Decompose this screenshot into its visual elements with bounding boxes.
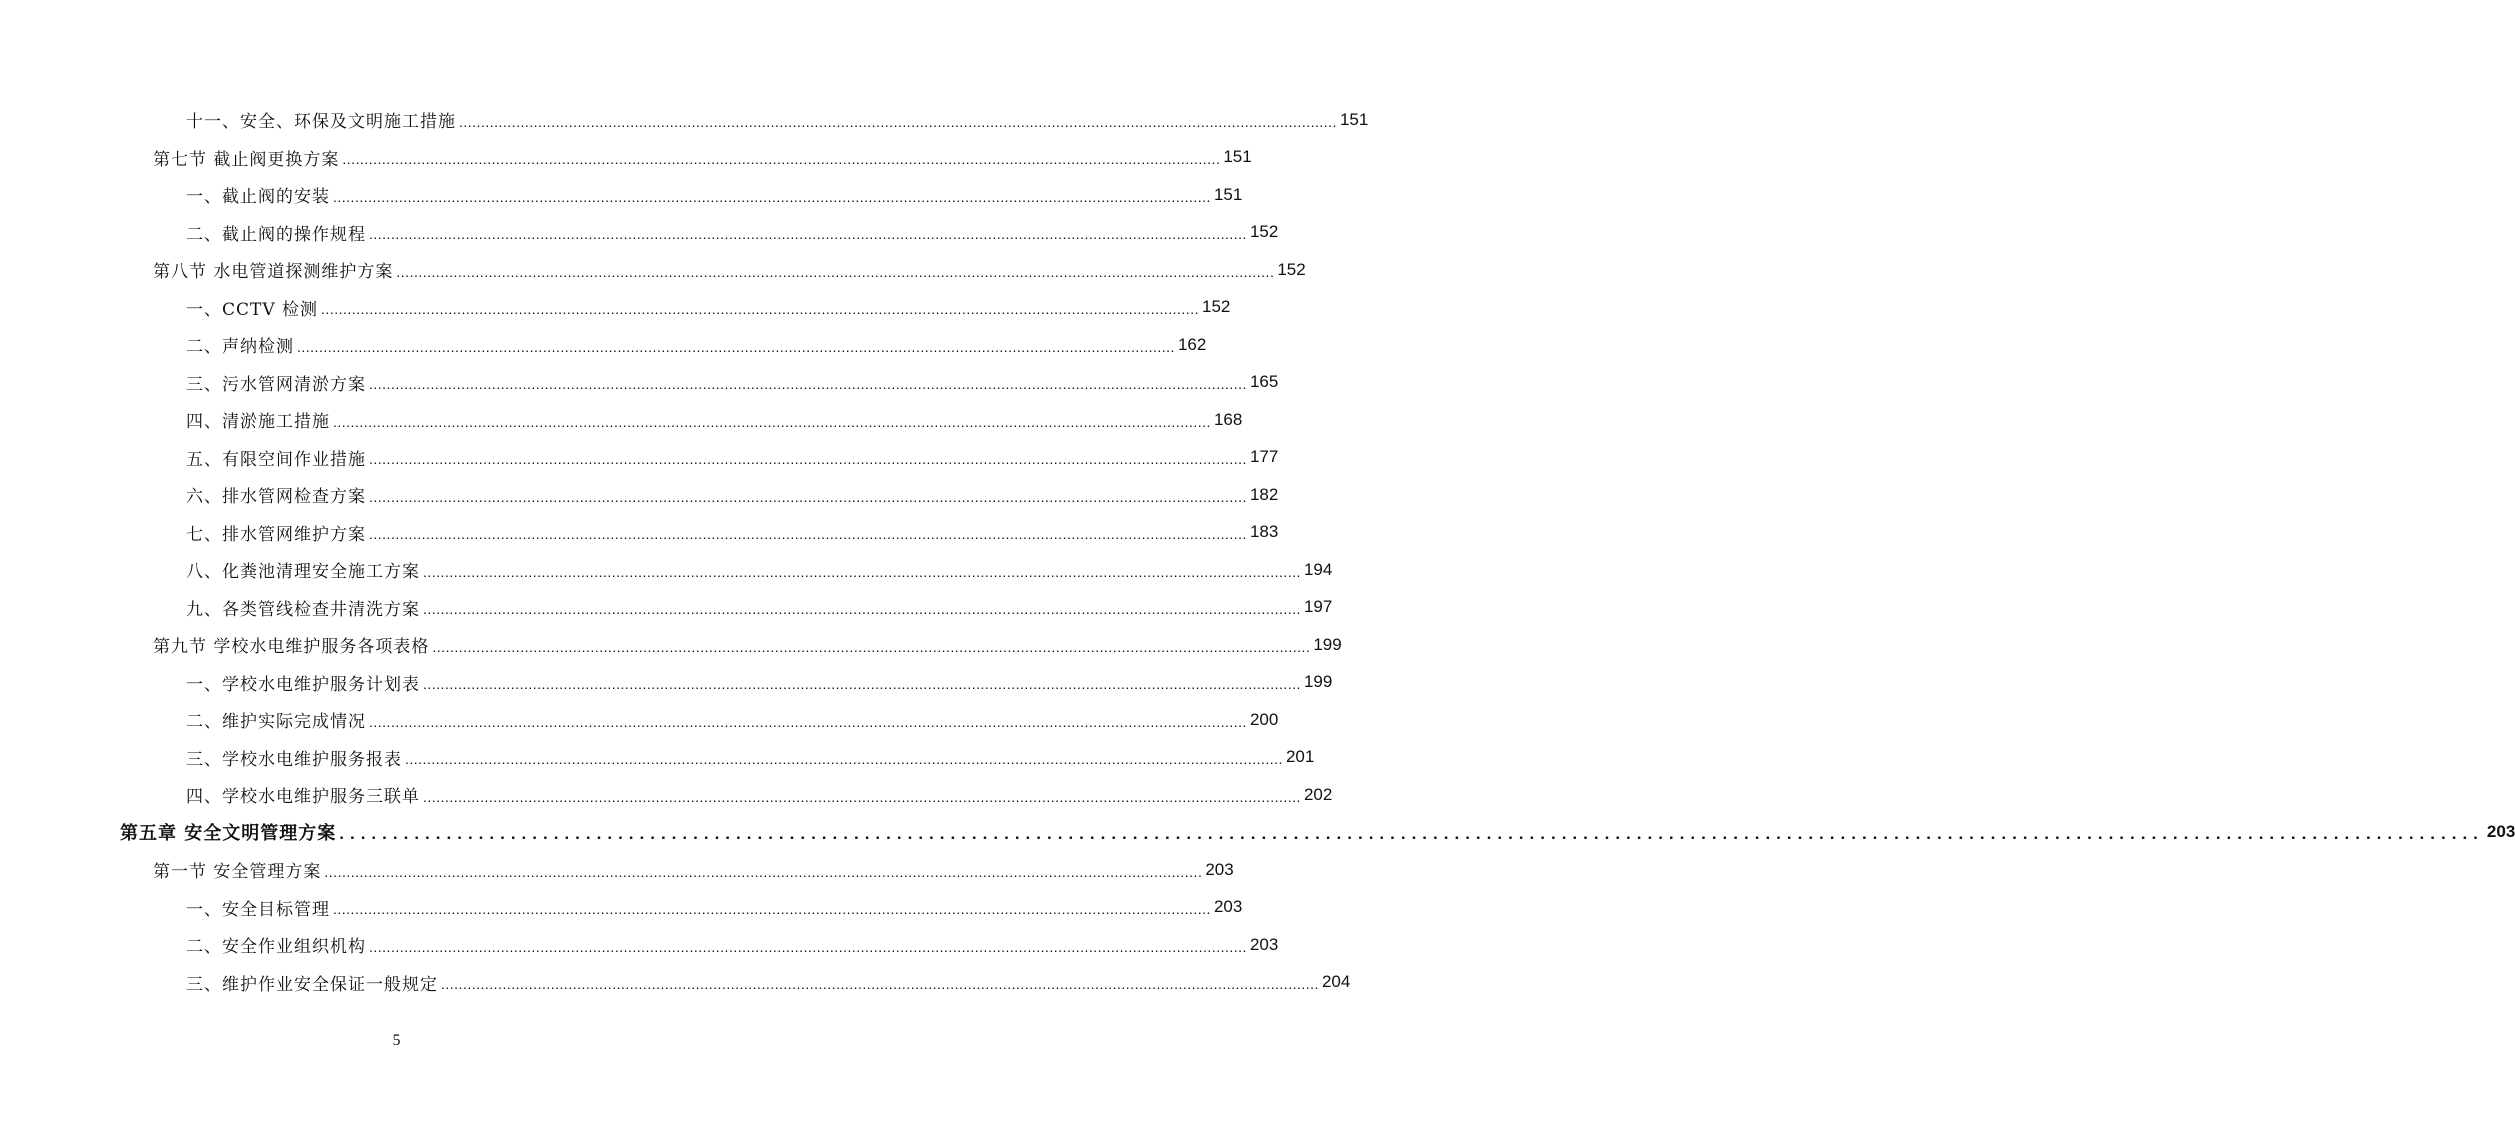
toc-entry-page: 199: [1303, 672, 1333, 692]
toc-leader-dots: ........................................................................................................................................................................................................: [405, 751, 1283, 768]
toc-entry[interactable]: [0, 289, 1231, 327]
toc-entry-page: 151: [1213, 184, 1243, 204]
toc-entry-title: 一、CCTV 检测: [186, 299, 319, 320]
toc-leader-dots: ........................................................................................................................................................................................................: [369, 376, 1247, 393]
toc-entry[interactable]: [0, 926, 1279, 964]
toc-entry-page: 165: [1249, 372, 1279, 392]
toc-leader-dots: ........................................................................................................................................................................................................: [321, 301, 1199, 318]
toc-entry-title: 二、声纳检测: [186, 337, 294, 358]
toc-entry[interactable]: [0, 964, 1351, 1002]
toc-entry-title: 二、安全作业组织机构: [186, 937, 366, 958]
toc-entry[interactable]: [0, 139, 1252, 177]
toc-leader-dots: ........................................................................................................................................................................................................: [333, 901, 1211, 918]
toc-entry-page: 152: [1249, 222, 1279, 242]
toc-entry[interactable]: [0, 439, 1279, 477]
toc-entry[interactable]: [0, 851, 1234, 889]
toc-entry-page: 204: [1321, 972, 1351, 992]
toc-entry-page: 151: [1223, 147, 1252, 167]
toc-entry-page: 182: [1249, 484, 1279, 504]
toc-entry-title: 三、学校水电维护服务报表: [186, 749, 402, 770]
toc-leader-dots: ........................................................................................................................................................................................................: [441, 976, 1319, 993]
toc-leader-dots: ........................................................................................................................................................................................................: [339, 824, 2484, 844]
toc-entry-title: 三、污水管网清淤方案: [186, 374, 366, 395]
toc-leader-dots: ........................................................................................................................................................................................................: [369, 488, 1247, 505]
toc-entry[interactable]: [0, 401, 1243, 439]
toc-entry-page: 152: [1201, 297, 1231, 317]
toc-entry[interactable]: [0, 251, 1306, 289]
toc-entry-title: 一、安全目标管理: [186, 899, 330, 920]
toc-chapter-entry[interactable]: [0, 814, 2515, 852]
toc-entry-title: 六、排水管网检查方案: [186, 487, 366, 508]
toc-entry-title: 第一节 安全管理方案: [153, 862, 322, 883]
toc-entry[interactable]: [0, 514, 1279, 552]
toc-entry-page: 203: [1213, 897, 1243, 917]
toc-leader-dots: ........................................................................................................................................................................................................: [342, 151, 1221, 168]
page-number: 5: [392, 1032, 401, 1049]
toc-leader-dots: ........................................................................................................................................................................................................: [369, 226, 1247, 243]
toc-leader-dots: ........................................................................................................................................................................................................: [369, 713, 1247, 730]
toc-entry-page: 203: [1249, 934, 1279, 954]
toc-entry-page: 200: [1249, 709, 1279, 729]
toc-entry[interactable]: [0, 364, 1279, 402]
toc-entry-title: 五、有限空间作业措施: [186, 449, 366, 470]
toc-entry[interactable]: [0, 889, 1243, 927]
toc-entry-title: 七、排水管网维护方案: [186, 524, 366, 545]
toc-leader-dots: ........................................................................................................................................................................................................: [324, 863, 1203, 880]
toc-leader-dots: ........................................................................................................................................................................................................: [333, 188, 1211, 205]
toc-entry[interactable]: [0, 701, 1279, 739]
toc-entry[interactable]: [0, 739, 1315, 777]
toc-entry-title: 二、维护实际完成情况: [186, 712, 366, 733]
toc-entry-page: 151: [1339, 109, 1369, 129]
toc-leader-dots: ........................................................................................................................................................................................................: [423, 563, 1301, 580]
toc-entry[interactable]: [0, 664, 1333, 702]
toc-entry-title: 四、清淤施工措施: [186, 412, 330, 433]
toc-entry-page: 183: [1249, 522, 1279, 542]
toc-entry[interactable]: [0, 326, 1207, 364]
toc-entry-page: 202: [1303, 784, 1333, 804]
toc-entry-page: 203: [1205, 859, 1234, 879]
toc-leader-dots: ........................................................................................................................................................................................................: [423, 601, 1301, 618]
toc-entry[interactable]: [0, 551, 1333, 589]
toc-entry-page: 168: [1213, 409, 1243, 429]
toc-entry[interactable]: [0, 776, 1333, 814]
toc-entry-title: 一、截止阀的安装: [186, 187, 330, 208]
toc-entry-page: 177: [1249, 447, 1279, 467]
toc-leader-dots: ........................................................................................................................................................................................................: [423, 676, 1301, 693]
toc-entry-title: 三、维护作业安全保证一般规定: [186, 974, 438, 995]
toc-leader-dots: ........................................................................................................................................................................................................: [297, 338, 1175, 355]
toc-entry[interactable]: [0, 214, 1279, 252]
toc-leader-dots: ........................................................................................................................................................................................................: [432, 638, 1311, 655]
toc-leader-dots: ........................................................................................................................................................................................................: [396, 263, 1275, 280]
toc-leader-dots: ........................................................................................................................................................................................................: [459, 113, 1337, 130]
toc-entry[interactable]: [0, 176, 1243, 214]
toc-entry-title: 第五章 安全文明管理方案: [120, 823, 337, 845]
toc-leader-dots: ........................................................................................................................................................................................................: [423, 788, 1301, 805]
toc-entry-page: 162: [1177, 334, 1207, 354]
toc-leader-dots: ........................................................................................................................................................................................................: [369, 938, 1247, 955]
toc-entry[interactable]: [0, 589, 1333, 627]
toc-entry-title: 第七节 截止阀更换方案: [153, 149, 340, 170]
toc-entry-title: 第八节 水电管道探测维护方案: [153, 262, 394, 283]
toc-leader-dots: ........................................................................................................................................................................................................: [333, 413, 1211, 430]
toc-entry-page: 152: [1277, 259, 1306, 279]
toc-entry[interactable]: [0, 626, 1342, 664]
toc-entry-page: 203: [2486, 822, 2515, 842]
toc-entry-title: 二、截止阀的操作规程: [186, 224, 366, 245]
toc-entry-page: 199: [1313, 634, 1342, 654]
toc-leader-dots: ........................................................................................................................................................................................................: [369, 451, 1247, 468]
toc-entry-title: 十一、安全、环保及文明施工措施: [186, 112, 456, 133]
toc-entry-title: 九、各类管线检查井清洗方案: [186, 599, 420, 620]
toc-entry-title: 一、学校水电维护服务计划表: [186, 674, 420, 695]
toc-entry-title: 四、学校水电维护服务三联单: [186, 787, 420, 808]
toc-entry-page: 197: [1303, 597, 1333, 617]
toc-entry-title: 八、化粪池清理安全施工方案: [186, 562, 420, 583]
toc-entry-title: 第九节 学校水电维护服务各项表格: [153, 637, 430, 658]
toc-entry-page: 201: [1285, 747, 1315, 767]
table-of-contents: [0, 101, 2515, 1001]
toc-entry[interactable]: [0, 101, 1369, 139]
toc-leader-dots: ........................................................................................................................................................................................................: [369, 526, 1247, 543]
toc-entry[interactable]: [0, 476, 1279, 514]
toc-entry-page: 194: [1303, 559, 1333, 579]
